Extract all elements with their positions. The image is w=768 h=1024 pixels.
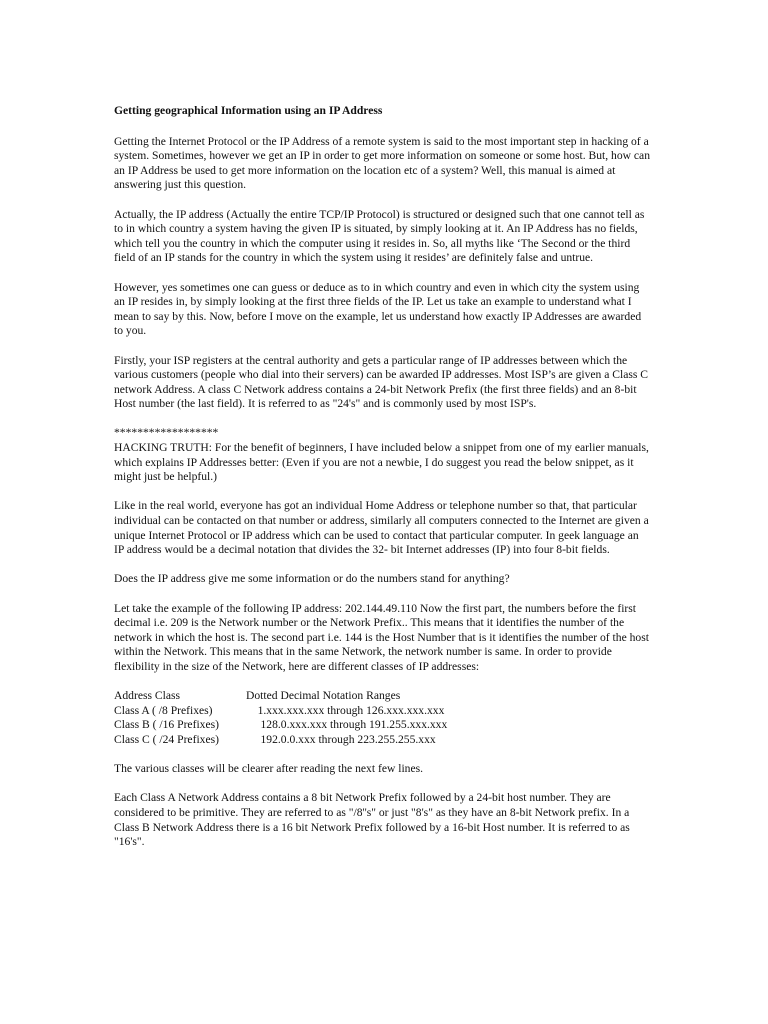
paragraph-real-world-analogy: Like in the real world, everyone has got an individual Home Address or telephone number so that, that particular individual can be contacted on that number or address, similarly all computers connected to the Internet are given a unique Internet Protocol or IP address which can be used to contact that particular computer. In geek language an IP address would be a decimal notation that divides the 32- bit Internet addresses (IP) into four 8-bit fields. <box>114 499 649 557</box>
table-header-row <box>114 689 447 704</box>
paragraph-classes-clearer: The various classes will be clearer after reading the next few lines. <box>114 762 424 776</box>
table-row <box>114 718 447 733</box>
document-title: Getting geographical Information using an IP Address <box>114 104 383 117</box>
table-header-cell: Address Class <box>114 689 181 703</box>
paragraph-class-a-b: Each Class A Network Address contains a 8 bit Network Prefix followed by a 24-bit host number. They are considered to be primitive. They are referred to as "/8''s" or just "8's" as they have an 8-bit Network prefix. In a Class B Network Address there is a 16 bit Network Prefix followed by a 16-bit Host number. It is referred to as "16's". <box>114 791 630 849</box>
paragraph-isp-registration: Firstly, your ISP registers at the central authority and gets a particular range of IP addresses between which the various customers (people who dial into their servers) can be awarded IP addresses. Most ISP’s are given a Class C network Address. A class C Network address contains a 24-bit Network Prefix (the first three fields) and an 8-bit Host number (the last field). It is referred to as "24's" and is commonly used by most ISP's. <box>114 353 649 411</box>
paragraph-guess-location: However, yes sometimes one can guess or deduce as to in which country and even in which city the system using an IP resides in, by simply looking at the first three fields of the IP. Let us take an example to understand what I mean to say by this. Now, before I move on the example, let us understand how exactly IP Addresses are awarded to you. <box>114 280 642 338</box>
ip-class-table <box>114 689 447 747</box>
table-cell-class: Class A ( /8 Prefixes) <box>114 703 213 717</box>
table-cell-range: 128.0.xxx.xxx through 191.255.xxx.xxx <box>246 718 448 732</box>
table-cell-range: 1.xxx.xxx.xxx through 126.xxx.xxx.xxx <box>246 703 445 717</box>
table-row <box>114 704 447 719</box>
paragraph-intro: Getting the Internet Protocol or the IP Address of a remote system is said to the most important step in hacking of a system. Sometimes, however we get an IP in order to get more information on someone or some host. But, how can an IP Address be used to get more information on the location etc of a system? Well, this manual is aimed at answering just this question. <box>114 134 651 192</box>
table-header-cell: Dotted Decimal Notation Ranges <box>246 689 401 703</box>
paragraph-question: Does the IP address give me some information or do the numbers stand for anything? <box>114 572 510 586</box>
paragraph-example: Let take the example of the following IP address: 202.144.49.110 Now the first part, the numbers before the first decimal i.e. 209 is the Network number or the Network Prefix.. This means that it identifies the number of the network in which the host is. The second part i.e. 144 is the Host Number that is it identifies the number of the host within the Network. This means that in the same Network, the network number is same. In order to provide flexibility in the size of the Network, here are different classes of IP addresses: <box>114 601 649 673</box>
table-row <box>114 733 447 748</box>
table-cell-range: 192.0.0.xxx through 223.255.255.xxx <box>246 732 436 746</box>
table-cell-class: Class C ( /24 Prefixes) <box>114 732 219 746</box>
table-cell-class: Class B ( /16 Prefixes) <box>114 718 219 732</box>
separator-stars: ****************** <box>114 426 219 440</box>
paragraph-ip-structure: Actually, the IP address (Actually the entire TCP/IP Protocol) is structured or designed such that one cannot tell as to in which country a system having the given IP is situated, by simply looking at it. An IP Address has no fields, which tell you the country in which the computer using it resides in. So, all myths like ‘The Second or the third field of an IP stands for the country in which the system using it resides’ are definitely false and untrue. <box>114 207 645 265</box>
hacking-truth-note: HACKING TRUTH: For the benefit of beginners, I have included below a snippet from one of my earlier manuals, which explains IP Addresses better: (Even if you are not a newbie, I do suggest you read the below snippet, as it might just be helpful.) <box>114 441 649 484</box>
